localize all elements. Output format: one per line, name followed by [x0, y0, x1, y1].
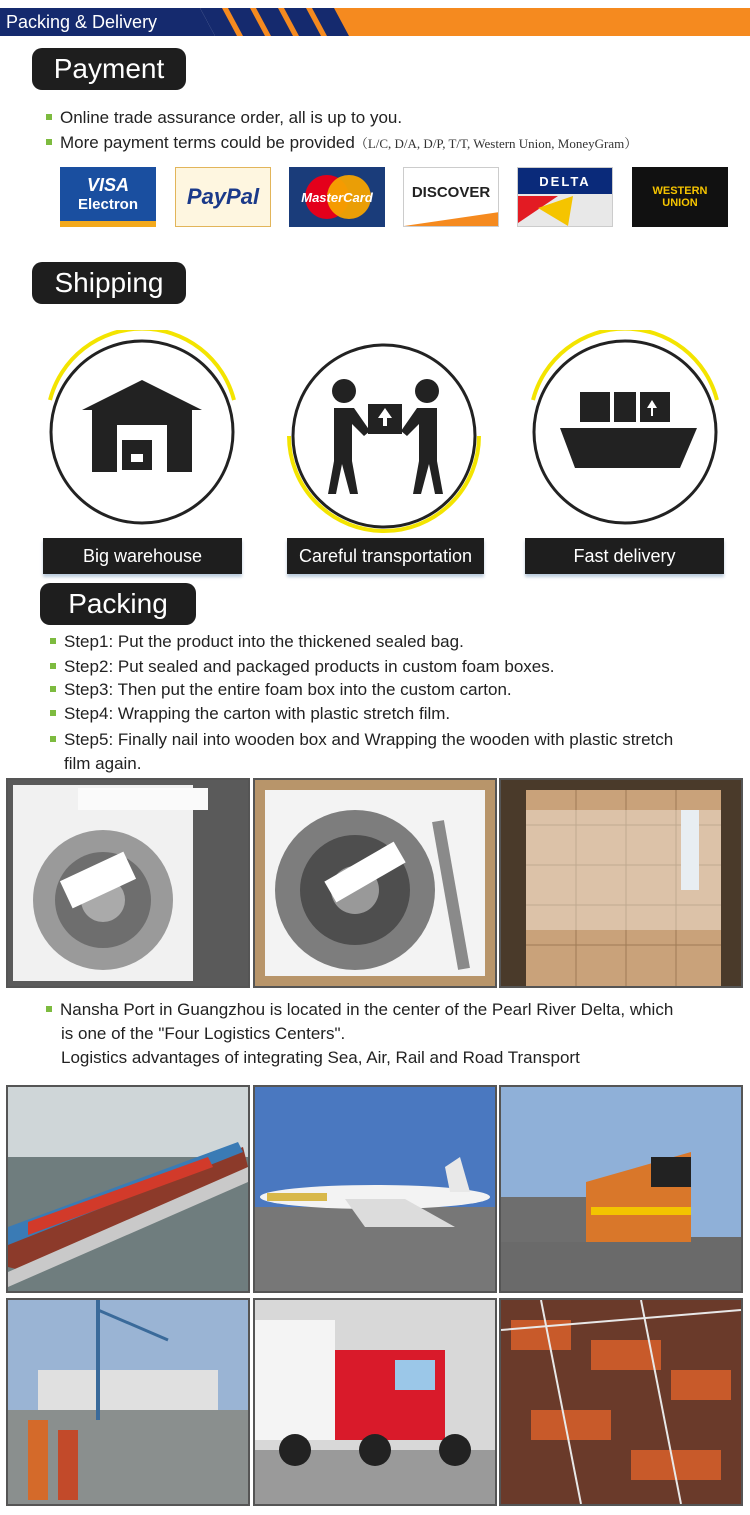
bullet-icon	[46, 1006, 52, 1012]
paypal-card: PayPal	[175, 167, 271, 227]
packing-step-5: Step5: Finally nail into wooden box and Wrapping the wooden with plastic stretch	[50, 730, 673, 750]
bullet-icon	[50, 686, 56, 692]
header-banner	[0, 0, 750, 40]
photo-foam-bag	[6, 778, 250, 988]
bullet-icon	[50, 638, 56, 644]
packing-heading: Packing	[40, 583, 196, 625]
warehouse-icon	[42, 330, 242, 530]
photo-foam-box	[253, 778, 497, 988]
cargo-ship-icon	[525, 330, 725, 530]
logistics-paragraph	[46, 998, 673, 1070]
logistics-line-2: is one of the "Four Logistics Centers".	[61, 1024, 346, 1043]
bullet-icon	[50, 736, 56, 742]
photo-container-yard	[499, 1298, 743, 1506]
photo-cargo-plane	[253, 1085, 497, 1293]
western-union-card: WESTERN UNION	[632, 167, 728, 227]
bullet-icon	[46, 139, 52, 145]
page-title: Packing & Delivery	[6, 12, 158, 32]
packing-step-1: Step1: Put the product into the thickened sealed bag.	[50, 632, 464, 652]
payment-line-1: Online trade assurance order, all is up to you.	[46, 108, 402, 128]
packing-step-4: Step4: Wrapping the carton with plastic stretch film.	[50, 704, 450, 724]
discover-card: DISCOVER	[403, 167, 499, 227]
photo-port-crane	[6, 1298, 250, 1506]
payment-heading: Payment	[32, 48, 186, 90]
bullet-icon	[50, 710, 56, 716]
mastercard-card: MasterCard	[289, 167, 385, 227]
discover-swoosh-icon	[404, 210, 499, 226]
delta-triangles-icon	[518, 168, 613, 227]
photo-container-ship	[6, 1085, 250, 1293]
packing-step-3: Step3: Then put the entire foam box into the custom carton.	[50, 680, 512, 700]
photo-freight-train	[499, 1085, 743, 1293]
careful-transportation-label: Careful transportation	[287, 538, 484, 574]
bullet-icon	[50, 663, 56, 669]
payment-line-2: More payment terms could be provided（L/C, D/A, D/P, T/T, Western Union, MoneyGram）	[46, 133, 637, 153]
photo-stretch-wrap	[499, 778, 743, 988]
packing-step-2: Step2: Put sealed and packaged products in custom foam boxes.	[50, 657, 554, 677]
visa-electron-card: VISA Electron	[60, 167, 156, 227]
transportation-circle	[284, 336, 484, 536]
delta-card: DELTA	[517, 167, 613, 227]
logistics-line-1: Nansha Port in Guangzhou is located in the center of the Pearl River Delta, which	[46, 998, 673, 1022]
payment-terms-detail: （L/C, D/A, D/P, T/T, Western Union, MoneyGram）	[354, 136, 638, 151]
logistics-line-3: Logistics advantages of integrating Sea, Air, Rail and Road Transport	[61, 1048, 580, 1067]
photo-truck	[253, 1298, 497, 1506]
shipping-heading: Shipping	[32, 262, 186, 304]
warehouse-circle	[42, 330, 242, 530]
people-carrying-box-icon	[284, 336, 484, 536]
bullet-icon	[46, 114, 52, 120]
big-warehouse-label: Big warehouse	[43, 538, 242, 574]
fast-delivery-label: Fast delivery	[525, 538, 724, 574]
delivery-circle	[525, 330, 725, 530]
packing-step-5-cont: film again.	[64, 754, 142, 773]
